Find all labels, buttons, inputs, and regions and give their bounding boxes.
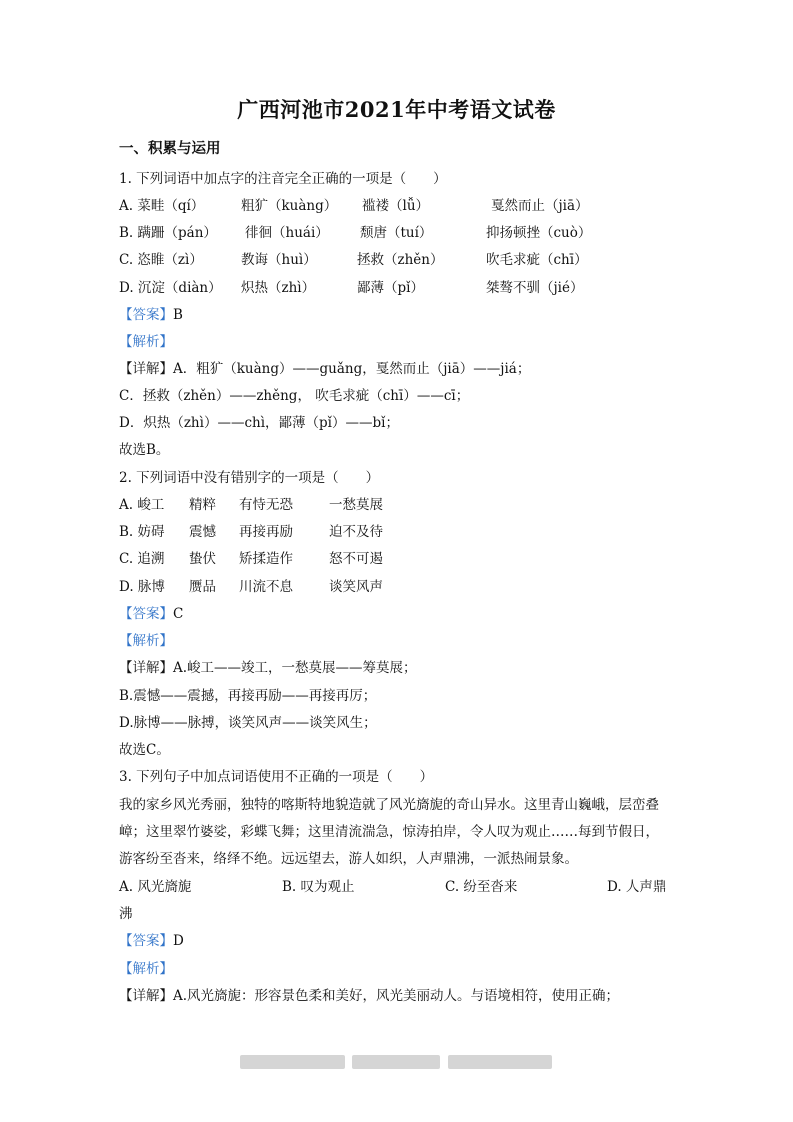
- option-cell: C. 恣睢（zì）: [119, 252, 203, 268]
- option-cell: 谈笑风声: [329, 579, 383, 595]
- option-cell: 炽热（zhì）: [241, 280, 316, 296]
- option-cell: B. 叹为观止: [282, 879, 355, 895]
- detail-line: 故选B。: [119, 442, 170, 458]
- option-cell: B. 蹒跚（pán）: [119, 225, 217, 241]
- answer-tag: 【答案】: [119, 933, 173, 949]
- option-cell: C. 纷至沓来: [445, 879, 518, 895]
- detail-text: A.风光旖旎：形容景色柔和美好，风光美丽动人。与语境相符，使用正确；: [173, 988, 620, 1004]
- analysis-tag: 【解析】: [119, 961, 173, 977]
- option-cell: 怒不可遏: [329, 551, 383, 567]
- option-cell: 粗犷（kuàng）: [241, 198, 338, 214]
- detail-line: [119, 987, 619, 1005]
- answer-value: B: [173, 307, 183, 323]
- option-cell: 戛然而止（jiā）: [491, 198, 589, 214]
- detail-line: C．拯救（zhěn）——zhěng， 吹毛求疵（chī）——cī；: [119, 388, 470, 404]
- passage-line: 嶂；这里翠竹婆娑，彩蝶飞舞；这里清流湍急，惊涛拍岸，令人叹为观止……每到节假日，: [119, 824, 659, 840]
- detail-line: B.震憾——震撼，再接再励——再接再厉；: [119, 688, 377, 704]
- detail-line: [119, 360, 530, 378]
- passage-line: 我的家乡风光秀丽，独特的喀斯特地貌造就了风光旖旎的奇山异水。这里青山巍峨，层峦叠: [119, 797, 659, 813]
- detail-tag: 【详解】: [119, 361, 173, 377]
- answer-line: [119, 306, 183, 324]
- option-cell: 有恃无恐: [239, 497, 293, 513]
- option-cell: 震憾: [189, 524, 216, 540]
- analysis-tag: 【解析】: [119, 633, 173, 649]
- page-title: 广西河池市2021年中考语文试卷: [237, 97, 556, 122]
- option-cell: 桀骜不驯（jié）: [486, 280, 584, 296]
- option-cell: 抑扬顿挫（cuò）: [486, 225, 592, 241]
- option-cell: 鄙薄（pǐ）: [357, 280, 424, 296]
- option-cell: D. 人声鼎: [607, 879, 667, 895]
- analysis-tag: 【解析】: [119, 334, 173, 350]
- answer-value: D: [173, 933, 184, 949]
- answer-line: [119, 932, 184, 950]
- answer-tag: 【答案】: [119, 307, 173, 323]
- option-cell: A. 菜畦（qí）: [119, 198, 205, 214]
- detail-line: D．炽热（zhì）——chì，鄙薄（pǐ）——bǐ；: [119, 415, 399, 431]
- option-cell: 赝品: [189, 579, 216, 595]
- detail-tag: 【详解】: [119, 988, 173, 1004]
- option-wrap: 沸: [119, 906, 133, 922]
- answer-line: [119, 605, 183, 623]
- answer-tag: 【答案】: [119, 606, 173, 622]
- option-cell: 一愁莫展: [329, 497, 383, 513]
- option-cell: 蛰伏: [189, 551, 216, 567]
- option-cell: C. 追溯: [119, 551, 165, 567]
- option-cell: D. 脉博: [119, 579, 165, 595]
- question-2-stem: 2. 下列词语中没有错别字的一项是（ ）: [119, 470, 380, 486]
- detail-line: D.脉博——脉搏，谈笑风声——谈笑风生；: [119, 715, 377, 731]
- option-cell: 矫揉造作: [239, 551, 293, 567]
- detail-text: A．粗犷（kuàng）——guǎng，戛然而止（jiā）——jiá；: [173, 361, 531, 377]
- option-cell: 徘徊（huái）: [245, 225, 329, 241]
- detail-line: [119, 659, 417, 677]
- section-heading: 一、积累与运用: [119, 140, 221, 157]
- option-cell: 褴褛（lǚ）: [362, 198, 430, 214]
- detail-text: A.峻工——竣工，一愁莫展——筹莫展；: [173, 660, 417, 676]
- option-cell: 教诲（huì）: [241, 252, 317, 268]
- passage-line: 游客纷至沓来，络绎不绝。远远望去，游人如织，人声鼎沸，一派热闹景象。: [119, 851, 578, 867]
- answer-value: C: [173, 606, 184, 622]
- option-cell: D. 沉淀（diàn）: [119, 280, 222, 296]
- detail-line: 故选C。: [119, 742, 170, 758]
- option-cell: 迫不及待: [329, 524, 383, 540]
- option-cell: 精粹: [189, 497, 216, 513]
- option-cell: A. 风光旖旎: [119, 879, 192, 895]
- option-cell: 川流不息: [239, 579, 293, 595]
- option-cell: A. 峻工: [119, 497, 165, 513]
- option-cell: 吹毛求疵（chī）: [486, 252, 588, 268]
- question-3-stem: 3. 下列句子中加点词语使用不正确的一项是（ ）: [119, 769, 434, 785]
- detail-tag: 【详解】: [119, 660, 173, 676]
- question-1-stem: 1. 下列词语中加点字的注音完全正确的一项是（ ）: [119, 171, 447, 187]
- option-cell: 拯救（zhěn）: [357, 252, 444, 268]
- option-cell: 颓唐（tuí）: [360, 225, 433, 241]
- footer-watermark: [240, 1055, 552, 1069]
- option-cell: 再接再励: [239, 524, 293, 540]
- option-cell: B. 妨碍: [119, 524, 165, 540]
